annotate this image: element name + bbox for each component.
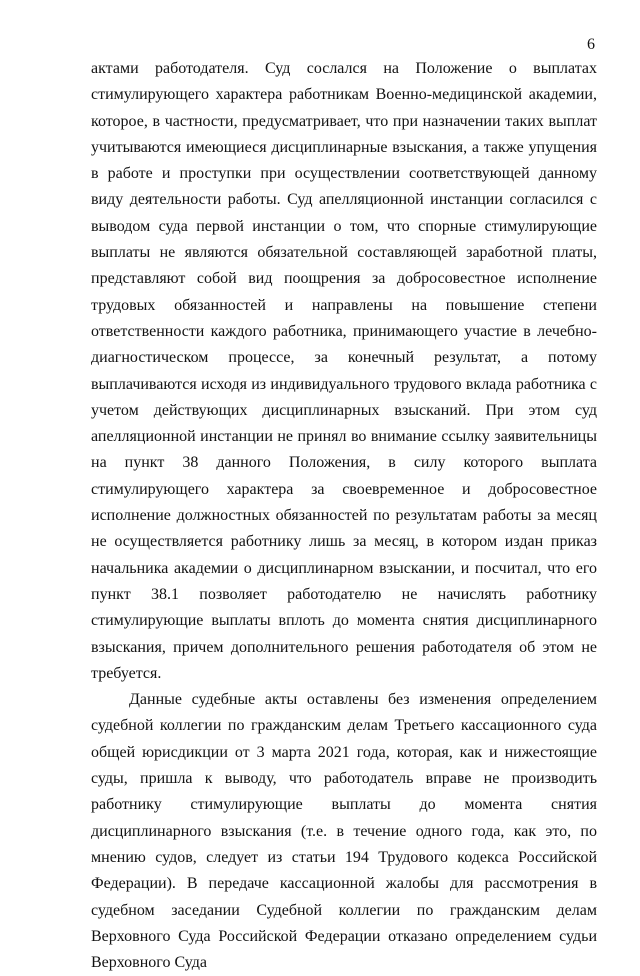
document-body (91, 56, 597, 976)
page-number: 6 (587, 36, 595, 53)
paragraph-continuation: актами работодателя. Суд сослался на Положение о выплатах стимулирующего характера работникам Военно-медицинской академии, которое, в частности, предусматривает, что при назначении таких выплат учитываются имеющиеся дисциплинарные взыскания, а также упущения в работе и проступки при осуществлении соответствующей данному виду деятельности работы. Суд апелляционной инстанции согласился с выводом суда первой инстанции о том, что спорные стимулирующие выплаты не являются обязательной составляющей заработной платы, представляют собой вид поощрения за добросовестное исполнение трудовых обязанностей и направлены на повышение степени ответственности каждого работника, принимающего участие в лечебно-диагностическом процессе, за конечный результат, а потому выплачиваются исходя из индивидуального трудового вклада работника с учетом действующих дисциплинарных взысканий. При этом суд апелляционной инстанции не принял во внимание ссылку заявительницы на пункт 38 данного Положения, в силу которого выплата стимулирующего характера за своевременное и добросовестное исполнение должностных обязанностей по результатам работы за месяц не осуществляется работнику лишь за месяц, в котором издан приказ начальника академии о дисциплинарном взыскании, и посчитал, что его пункт 38.1 позволяет работодателю не начислять работнику стимулирующие выплаты вплоть до момента снятия дисциплинарного взыскания, причем дополнительного решения работодателя об этом не требуется. (91, 60, 597, 682)
paragraph-cassation: Данные судебные акты оставлены без изменения определением судебной коллегии по гражданским делам Третьего кассационного суда общей юрисдикции от 3 марта 2021 года, которая, как и нижестоящие суды, пришла к выводу, что работодатель вправе не производить работнику стимулирующие выплаты до момента снятия дисциплинарного взыскания (т.е. в течение одного года, как это, по мнению судов, следует из статьи 194 Трудового кодекса Российской Федерации). В передаче кассационной жалобы для рассмотрения в судебном заседании Судебной коллегии по гражданским делам Верховного Суда Российской Федерации отказано определением судьи Верховного Суда (91, 691, 597, 972)
